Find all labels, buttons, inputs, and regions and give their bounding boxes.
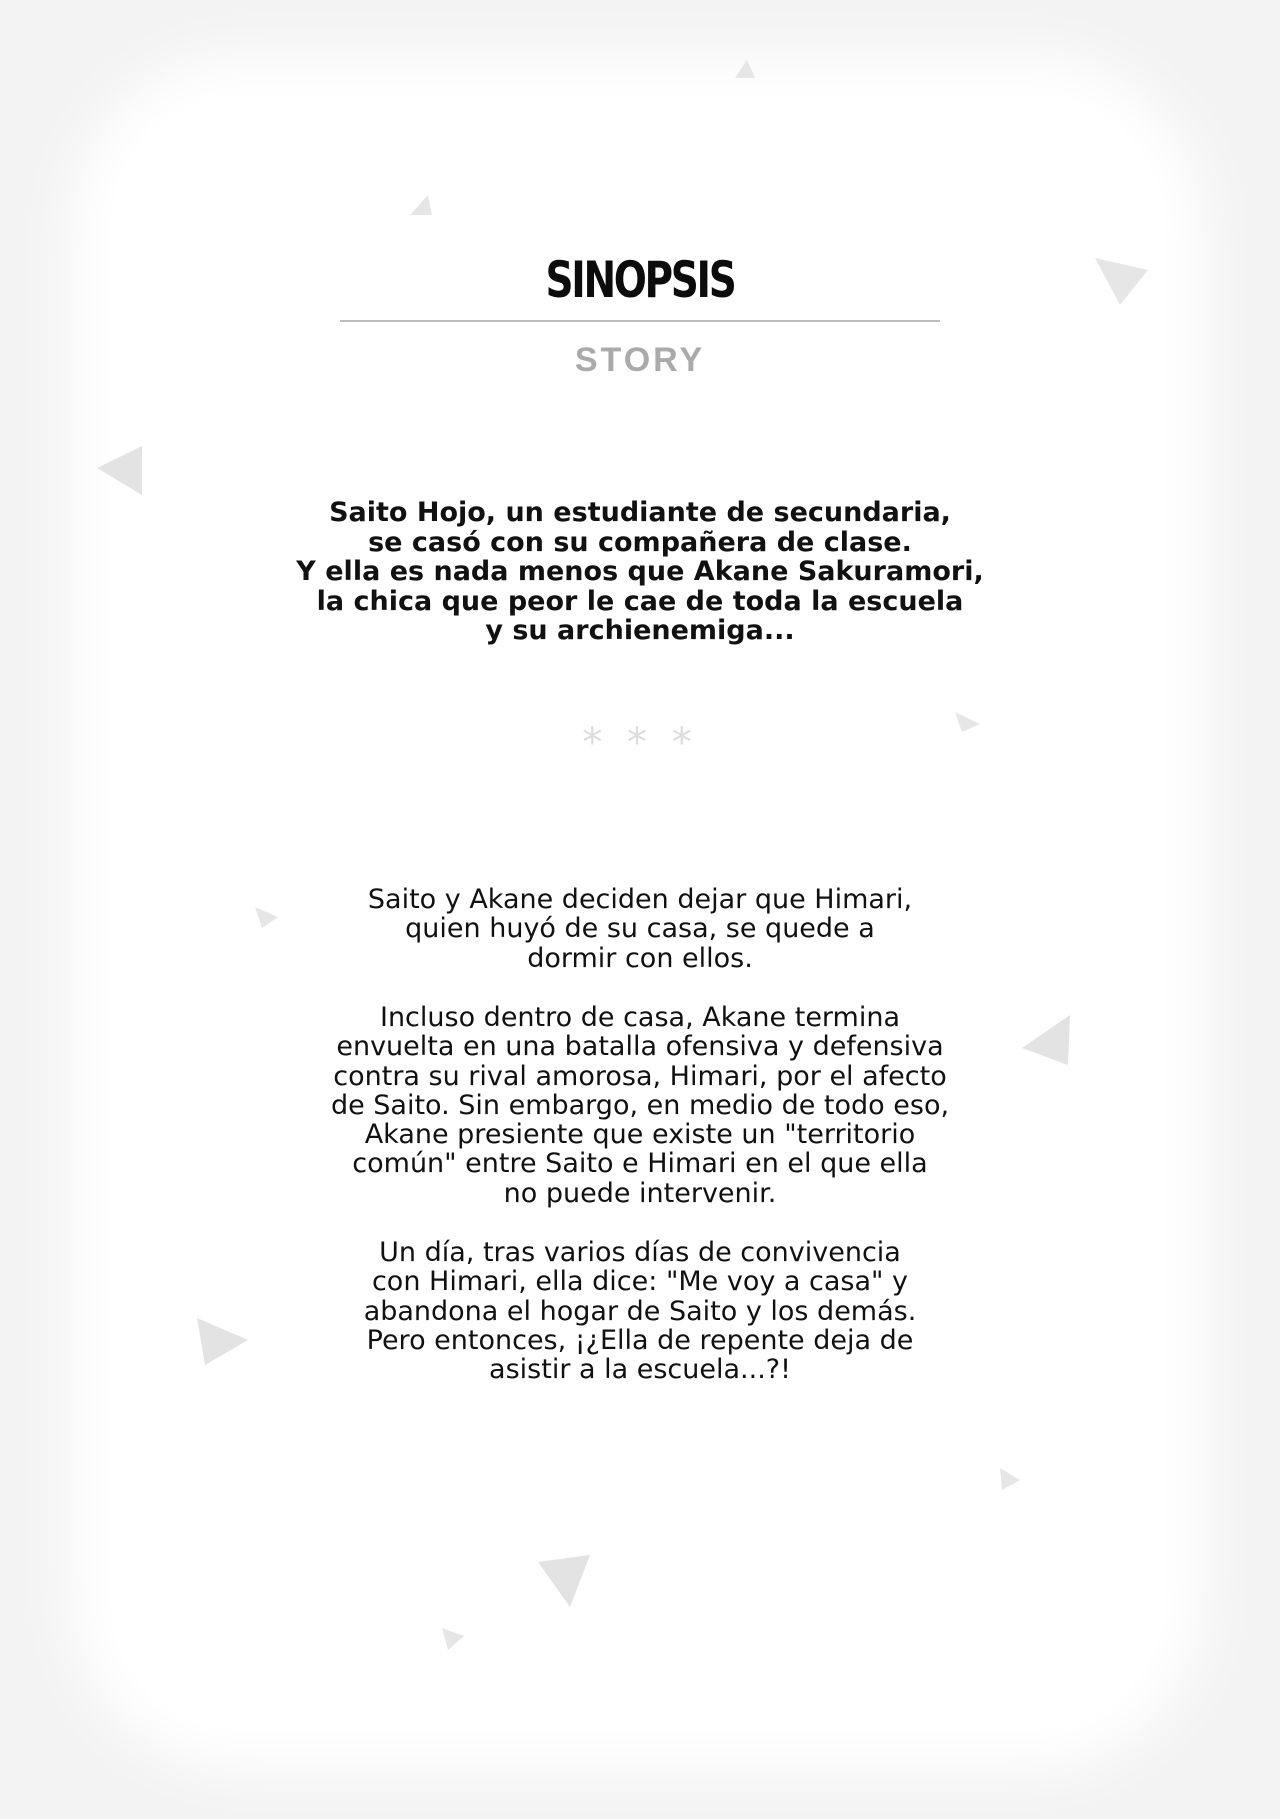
paragraph-line: dormir con ellos. <box>527 942 753 974</box>
synopsis-paragraph <box>240 1003 1040 1208</box>
triangle-decoration-icon <box>735 60 755 78</box>
paragraph-line: Incluso dentro de casa, Akane termina <box>379 1002 901 1033</box>
section-divider: * * * <box>582 720 698 766</box>
title-underline <box>340 320 940 322</box>
paragraph-line: común" entre Saito e Himari en el que ella <box>352 1148 928 1180</box>
triangle-decoration-icon <box>1000 1468 1020 1490</box>
triangle-decoration-icon <box>538 1555 590 1607</box>
paragraph-line: Pero entonces, ¡¿Ella de repente deja de <box>366 1324 914 1356</box>
paragraph-line: asistir a la escuela...?! <box>489 1354 791 1386</box>
paragraph-line: quien huyó de su casa, se quede a <box>405 913 875 945</box>
intro-text <box>190 498 1090 646</box>
triangle-decoration-icon <box>410 195 432 215</box>
intro-line: Y ella es nada menos que Akane Sakuramori, <box>296 556 984 587</box>
intro-line: Saito Hojo, un estudiante de secundaria, <box>329 497 951 528</box>
page-title: SINOPSIS <box>545 251 735 309</box>
page-subtitle: STORY <box>574 341 706 379</box>
paragraph-line: Un día, tras varios días de convivencia <box>379 1237 901 1268</box>
paragraph-line: Saito y Akane deciden dejar que Himari, <box>367 884 913 915</box>
paragraph-line: no puede intervenir. <box>503 1177 777 1209</box>
intro-line: se casó con su compañera de clase. <box>368 526 912 558</box>
intro-line: la chica que peor le cae de toda la escuela <box>316 585 964 617</box>
intro-line: y su archienemiga... <box>485 615 795 646</box>
triangle-decoration-icon <box>97 446 142 495</box>
paragraph-line: de Saito. Sin embargo, en medio de todo eso, <box>330 1089 950 1121</box>
triangle-decoration-icon <box>442 1628 464 1650</box>
synopsis-paragraph <box>240 885 1040 973</box>
paragraph-line: contra su rival amorosa, Himari, por el afecto <box>333 1060 947 1092</box>
synopsis-paragraph <box>240 1238 1040 1384</box>
paragraph-line: con Himari, ella dice: "Me voy a casa" y <box>371 1266 909 1298</box>
paragraph-line: Akane presiente que existe un "territorio <box>364 1119 916 1151</box>
paragraph-line: envuelta en una batalla ofensiva y defensiva <box>336 1031 944 1063</box>
paragraph-line: abandona el hogar de Saito y los demás. <box>363 1295 917 1327</box>
